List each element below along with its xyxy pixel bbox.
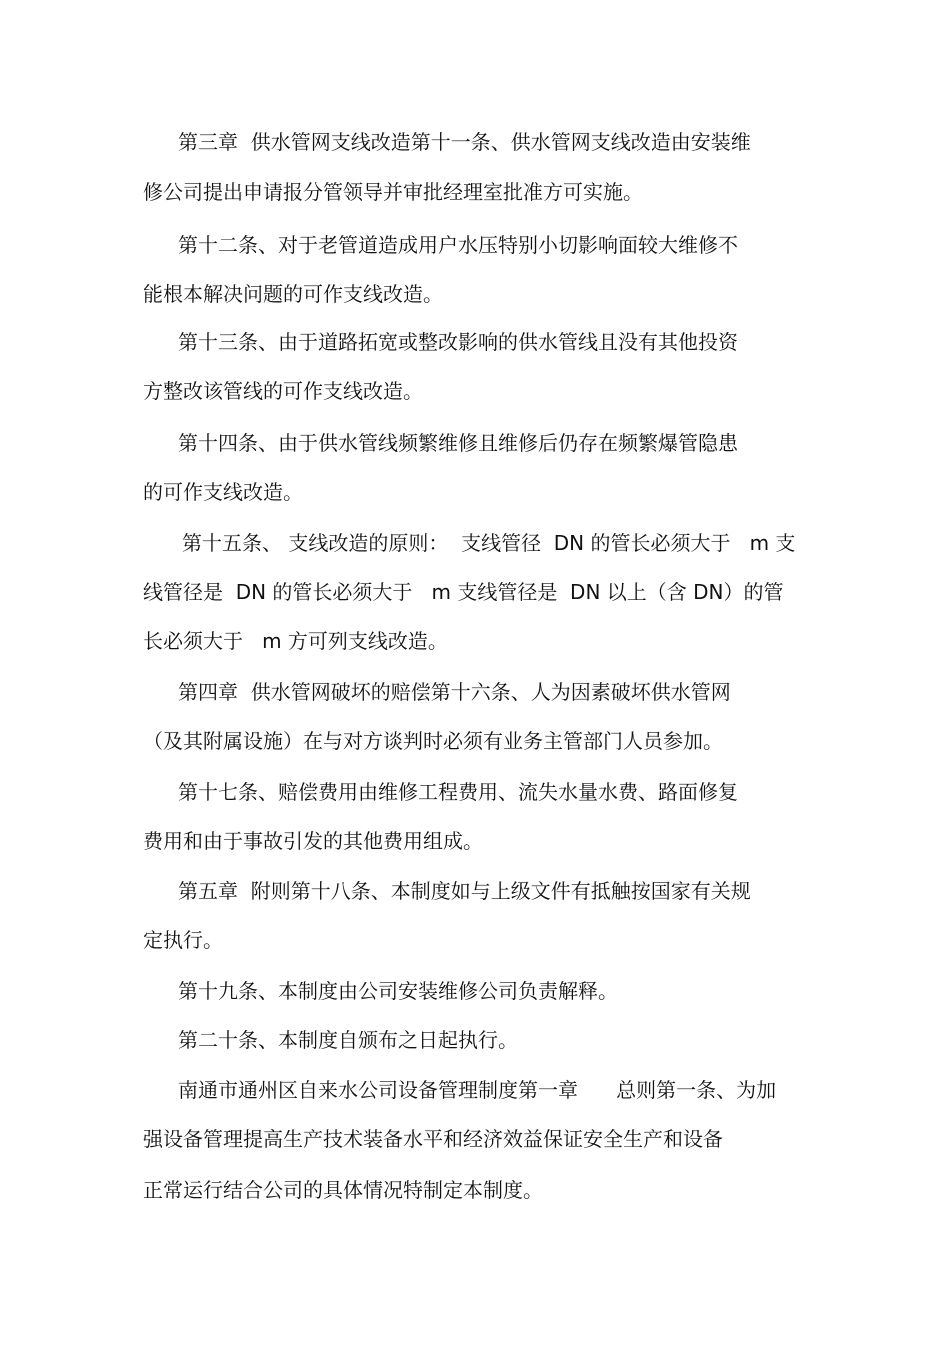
text-line: 修公司提出申请报分管领导并审批经理室批准方可实施。 [143,180,643,204]
text-line: 第二十条、本制度自颁布之日起执行。 [178,1028,518,1052]
text-line: 第十七条、赔偿费用由维修工程费用、流失水量水费、路面修复 [178,780,738,804]
text-line: （及其附属设施）在与对方谈判时必须有业务主管部门人员参加。 [143,729,723,753]
text-line: 第十五条、 支线改造的原则： 支线管径 DN 的管长必须大于 m 支 [182,531,796,555]
text-line: 第五章 附则第十八条、本制度如与上级文件有抵触按国家有关规 [178,879,751,903]
text-line: 第四章 供水管网破坏的赔偿第十六条、人为因素破坏供水管网 [178,680,731,704]
text-line: 方整改该管线的可作支线改造。 [143,379,423,403]
text-line: 第十二条、对于老管道造成用户水压特别小切影响面较大维修不 [178,233,738,257]
text-line: 第十四条、由于供水管线频繁维修且维修后仍存在频繁爆管隐患 [178,431,738,455]
text-line: 南通市通州区自来水公司设备管理制度第一章 总则第一条、为加 [178,1078,777,1102]
text-line: 长必须大于 m 方可列支线改造。 [143,629,448,653]
text-line: 第十九条、本制度由公司安装维修公司负责解释。 [178,979,618,1003]
text-line: 能根本解决问题的可作支线改造。 [143,282,443,306]
text-line: 正常运行结合公司的具体情况特制定本制度。 [143,1178,543,1202]
text-line: 定执行。 [143,928,223,952]
text-line: 费用和由于事故引发的其他费用组成。 [143,829,483,853]
text-line: 的可作支线改造。 [143,480,303,504]
text-line: 第十三条、由于道路拓宽或整改影响的供水管线且没有其他投资 [178,330,738,354]
text-line: 强设备管理提高生产技术装备水平和经济效益保证安全生产和设备 [143,1127,723,1151]
text-line: 线管径是 DN 的管长必须大于 m 支线管径是 DN 以上（含 DN）的管 [143,580,784,604]
text-line: 第三章 供水管网支线改造第十一条、供水管网支线改造由安装维 [178,130,751,154]
